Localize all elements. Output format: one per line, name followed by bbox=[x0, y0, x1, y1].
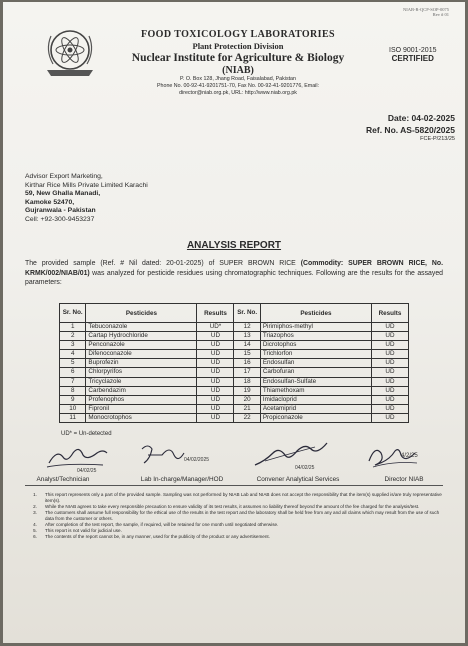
footnote-text: The contents of the report cannot be, in any manner, used for the publicity of the product or any advertisement. bbox=[45, 534, 270, 539]
sr-number: 3 bbox=[60, 341, 86, 350]
sr-number: 19 bbox=[234, 386, 260, 395]
pesticide-name: Penconazole bbox=[86, 341, 197, 350]
results-header: Results bbox=[197, 304, 234, 323]
footnote-text: While the NIAB agrees to take every responsible precaution to ensure validity of its test results, it assumes no liability thereof beyond the amount of the fee charged for the analysis/test. bbox=[45, 504, 420, 509]
report-date: Date: 04-02-2025 bbox=[387, 113, 455, 123]
results-table bbox=[59, 303, 409, 423]
pesticide-name: Chlorpyrifos bbox=[86, 368, 197, 377]
table-row bbox=[60, 377, 409, 386]
table-row bbox=[60, 341, 409, 350]
recipient-line: Advisor Export Marketing, bbox=[25, 173, 103, 180]
iso-number: ISO 9001-2015 bbox=[389, 47, 437, 54]
footnote-number: 3. bbox=[33, 510, 37, 515]
pesticide-name: Tebuconazole bbox=[86, 323, 197, 332]
pesticide-name: Dicrotophos bbox=[260, 341, 371, 350]
division-name: Plant Protection Division bbox=[192, 41, 284, 51]
table-row bbox=[60, 395, 409, 404]
sr-number: 13 bbox=[234, 332, 260, 341]
sr-number: 15 bbox=[234, 350, 260, 359]
result-value: UD bbox=[371, 377, 408, 386]
result-value: UD bbox=[371, 413, 408, 422]
sr-number: 16 bbox=[234, 359, 260, 368]
result-value: UD bbox=[197, 341, 234, 350]
sr-number: 12 bbox=[234, 323, 260, 332]
result-value: UD bbox=[371, 341, 408, 350]
pesticide-name: Difenoconazole bbox=[86, 350, 197, 359]
result-value: UD bbox=[371, 395, 408, 404]
footnote-text: After completion of the test report, the sample, if required, will be retained for one month until negotiated otherwise. bbox=[45, 522, 279, 527]
sr-number: 9 bbox=[60, 395, 86, 404]
convener-signature bbox=[251, 439, 337, 473]
footnote-item bbox=[25, 492, 445, 504]
footnote-text: The customers shall assume full responsibility for the ethical use of the results in the test report and the laboratory shall be held free from any and all claims which may result from the use of such data from the customer or others. bbox=[45, 510, 440, 521]
undetected-note: UD* = Un-detected bbox=[61, 431, 112, 437]
footnote-number: 2. bbox=[33, 504, 37, 509]
pesticide-name: Endosulfan-Sulfate bbox=[260, 377, 371, 386]
pesticide-name: Buprofezin bbox=[86, 359, 197, 368]
reference-block bbox=[366, 113, 455, 142]
recipient-address bbox=[25, 173, 148, 225]
pesticide-name: Fipronil bbox=[86, 404, 197, 413]
sr-number: 21 bbox=[234, 404, 260, 413]
signature-date: 04/02/2025 bbox=[184, 457, 210, 463]
footnote-number: 1. bbox=[33, 492, 37, 497]
pesticide-name: Propiconazole bbox=[260, 413, 371, 422]
pesticide-name: Tricyclazole bbox=[86, 377, 197, 386]
form-code bbox=[403, 7, 449, 17]
recipient-line: Kirthar Rice Mills Private Limited Karachi bbox=[25, 181, 148, 189]
results-header: Results bbox=[371, 304, 408, 323]
result-value: UD bbox=[197, 377, 234, 386]
form-revision: Rev # 01 bbox=[432, 12, 450, 17]
pesticide-name: Carbendazim bbox=[86, 386, 197, 395]
table-row bbox=[60, 404, 409, 413]
pesticide-name: Thiamethoxam bbox=[260, 386, 371, 395]
result-value: UD bbox=[371, 368, 408, 377]
footnotes bbox=[25, 492, 445, 540]
pesticide-name: Carbofuran bbox=[260, 368, 371, 377]
result-value: UD bbox=[197, 350, 234, 359]
letterhead bbox=[83, 29, 393, 97]
result-value: UD bbox=[197, 368, 234, 377]
pesticide-name: Monocrotophos bbox=[86, 413, 197, 422]
footer-divider bbox=[25, 485, 443, 486]
table-row bbox=[60, 323, 409, 332]
result-value: UD bbox=[197, 359, 234, 368]
analyst-signature bbox=[43, 439, 113, 473]
pesticides-header: Pesticides bbox=[260, 304, 371, 323]
footnote-text: This report is not valid for judicial use. bbox=[45, 528, 122, 533]
sr-number: 1 bbox=[60, 323, 86, 332]
footnote-number: 4. bbox=[33, 522, 37, 527]
pesticide-name: Acetamiprid bbox=[260, 404, 371, 413]
report-intro bbox=[25, 259, 443, 288]
iso-certified: CERTIFIED bbox=[391, 54, 434, 63]
sr-number: 4 bbox=[60, 350, 86, 359]
lab-incharge-signature bbox=[138, 439, 218, 473]
reference-number: Ref. No. AS-5820/2025 bbox=[366, 125, 455, 135]
footnote-number: 5. bbox=[33, 528, 37, 533]
signature-date: 04/02/25 bbox=[77, 468, 97, 473]
sr-header: Sr. No. bbox=[234, 304, 260, 323]
intro-text: was analyzed for pesticide residues using chromatographic techniques. Following are the results for the assayed parameters: bbox=[25, 269, 443, 287]
pesticide-name: Pirimiphos-methyl bbox=[260, 323, 371, 332]
address: P. O. Box 128, Jhang Road, Faisalabad, Pakistan bbox=[180, 76, 296, 82]
pesticide-name: Triazophos bbox=[260, 332, 371, 341]
result-value: UD bbox=[371, 350, 408, 359]
institute-short-name: (NIAB) bbox=[222, 65, 254, 76]
footnote-text: This report represents only a part of the provided sample. Sampling was not performed by NIAB Lab and NIAB does not accept the responsibility that the item(s) supplied is/are truly representative item(s). bbox=[45, 492, 442, 503]
sr-number: 17 bbox=[234, 368, 260, 377]
pesticides-header: Pesticides bbox=[86, 304, 197, 323]
result-value: UD bbox=[197, 386, 234, 395]
sr-number: 7 bbox=[60, 377, 86, 386]
result-value: UD bbox=[197, 395, 234, 404]
sr-number: 11 bbox=[60, 413, 86, 422]
contact-web: director@niab.org.pk, URL: http://www.niab.org.pk bbox=[179, 90, 297, 96]
sr-number: 2 bbox=[60, 332, 86, 341]
pesticide-name: Cartap Hydrochloride bbox=[86, 332, 197, 341]
result-value: UD bbox=[371, 359, 408, 368]
sr-number: 22 bbox=[234, 413, 260, 422]
table-row bbox=[60, 332, 409, 341]
form-number: FCE-P/213/25 bbox=[420, 136, 455, 142]
table-row bbox=[60, 350, 409, 359]
pesticide-name: Endosulfan bbox=[260, 359, 371, 368]
result-value: UD bbox=[371, 404, 408, 413]
sr-number: 6 bbox=[60, 368, 86, 377]
table-row bbox=[60, 368, 409, 377]
sr-number: 8 bbox=[60, 386, 86, 395]
signature-date: 04/02/25 bbox=[295, 465, 315, 471]
footnote-item bbox=[25, 534, 445, 540]
iso-badge bbox=[389, 47, 436, 63]
sr-header: Sr. No. bbox=[60, 304, 86, 323]
pesticide-name: Imidacloprid bbox=[260, 395, 371, 404]
result-value: UD bbox=[371, 386, 408, 395]
recipient-line: Kamoke 52470, bbox=[25, 198, 75, 206]
signature-date: 4/2/25 bbox=[401, 453, 418, 459]
lab-incharge-label: Lab In-charge/Manager/HOD bbox=[140, 476, 224, 483]
result-value: UD bbox=[197, 404, 234, 413]
sr-number: 20 bbox=[234, 395, 260, 404]
report-page bbox=[3, 2, 465, 643]
result-value: UD bbox=[197, 413, 234, 422]
footnote-item bbox=[25, 510, 445, 522]
analyst-label: Analyst/Technician bbox=[36, 476, 90, 483]
table-row bbox=[60, 359, 409, 368]
director-label: Director NIAB bbox=[384, 476, 424, 483]
form-code-line: NIAB-R-QCP-SOP-0075 bbox=[403, 7, 450, 12]
result-value: UD* bbox=[197, 323, 234, 332]
table-header-row bbox=[60, 304, 409, 323]
pesticide-name: Profenophos bbox=[86, 395, 197, 404]
lab-name: FOOD TOXICOLOGY LABORATORIES bbox=[140, 29, 336, 40]
table-row bbox=[60, 413, 409, 422]
recipient-line: Gujranwala - Pakistan bbox=[25, 207, 96, 215]
institute-name: Nuclear Institute for Agriculture & Biology bbox=[131, 52, 345, 64]
footnote-number: 6. bbox=[33, 534, 37, 539]
director-signature bbox=[363, 439, 429, 473]
sr-number: 14 bbox=[234, 341, 260, 350]
recipient-line: 59, New Ghalla Manadi, bbox=[25, 190, 101, 198]
result-value: UD bbox=[371, 332, 408, 341]
intro-commodity: (Commodity: SUPER BROWN RICE, No. KRMK/002/NIAB/01) bbox=[25, 260, 443, 277]
pesticide-name: Trichlorfon bbox=[260, 350, 371, 359]
sr-number: 10 bbox=[60, 404, 86, 413]
contact-phone: Phone No. 00-92-41-9201751-70, Fax No. 00-92-41-9201776, Email: bbox=[157, 83, 319, 89]
recipient-cell: Cell: +92-300-9453237 bbox=[25, 215, 95, 223]
table-row bbox=[60, 386, 409, 395]
result-value: UD bbox=[371, 323, 408, 332]
report-title: ANALYSIS REPORT bbox=[186, 240, 282, 251]
sr-number: 5 bbox=[60, 359, 86, 368]
intro-text: The provided sample (Ref. # Nil dated: 20-01-2025) of SUPER BROWN RICE bbox=[25, 260, 301, 267]
convener-label: Convener Analytical Services bbox=[256, 476, 340, 483]
sr-number: 18 bbox=[234, 377, 260, 386]
result-value: UD bbox=[197, 332, 234, 341]
